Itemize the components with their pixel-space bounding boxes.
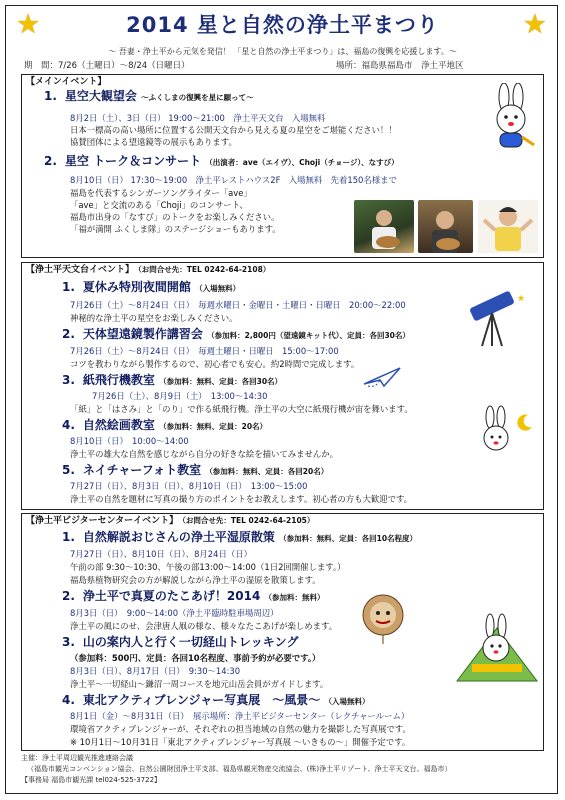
event-title: 2. 星空 トーク＆コンサート （出演者：ave（エイヴ）、Choji（チョージ）、なすび） [44,154,399,168]
event-line: 協賛団体による望遠鏡等の展示もあります。 [70,137,237,147]
star-right-icon: ★ [522,9,547,40]
paper-plane-icon [362,366,402,388]
event-line: 福島市出身の「なすび」のトークをお楽しみください。 [70,212,280,222]
observatory-section [21,262,544,510]
event-title: 4. 東北アクティブレンジャー写真展 ～風景～ （入場無料） [62,693,370,707]
event-line: 午前の部 9:30～10:30、午後の部13:00～14:00（1日2回開催します。） [70,562,346,572]
event-line: 7月26日（土）、8月9日（土） 13:00～14:30 [92,391,268,401]
event-line: 7月27日（日）、8月10日（日）、8月24日（日） [70,549,252,559]
footer-members: （福島市観光コンベンション協会、自然公園財団浄土平支部、福島県観光物産交流協会、(株)浄土平リゾート、浄土平天文台、福島市） [27,765,452,773]
event-title: 5. ネイチャーフォト教室 （参加料：無料、定員：各回20名） [62,463,329,477]
event-line: 「福が満開 ふくしま隊」のステージショーもあります。 [70,224,281,234]
event-line: 8月3日（日） 9:00～14:00（浄土平臨時駐車場周辺） [70,608,279,618]
event-title: 4. 自然絵画教室 （参加料：無料、定員：20名） [62,418,268,432]
event-line: 7月26日（土）～8月24日（日） 毎週土曜日・日曜日 15:00～17:00 [70,346,339,356]
event-line: 8月10日（日） 17:30～19:00 浄土平レストハウス2F 入場無料 先着150名様まで [70,175,397,185]
event-venue: 場所：福島県福島市 浄土平地区 [336,61,464,71]
event-line: 浄土平の自然を題材に写真の撮り方のポイントをお教えします。初心者の方も大歓迎です。 [70,494,413,504]
event-line: コツを教わりながら製作するので、初心者でも安心。約2時間で完成します。 [70,359,360,369]
photo-nasubi [478,200,538,253]
section-heading: 【浄土平ビジターセンターイベント】 （お問合せ先：TEL 0242-64-2105） [26,516,315,526]
event-title: 3. 紙飛行機教室 （参加料：無料、定員：各回30名） [62,373,283,387]
main-event-section [21,74,544,258]
footer-office: 【事務局 福島市観光課 tel024-525-3722】 [21,776,162,784]
svg-text:★: ★ [517,294,526,304]
subtitle: ～ 吾妻・浄土平から元気を発信！ 「星と自然の浄土平まつり」は、福島の復興を応援します。～ [108,47,457,56]
event-line: 浄土平の雄大な自然を感じながら自分の好きな絵を描いてみませんか。 [70,449,338,459]
mountain-rabbit-icon [452,606,542,686]
event-line: 福島を代表するシンガーソングライター「ave」 [70,188,252,198]
event-line: 浄土平～一切経山～鎌沼一周コースを地元山岳会員がガイドします。 [70,679,329,689]
event-line: 8月1日（金）～8月31日（日） 展示場所：浄土平ビジターセンター（レクチャールーム） [70,711,410,721]
section-heading: 【浄土平天文台イベント】 （お問合せ先：TEL 0242-64-2108） [26,265,271,275]
event-line: 浄土平の風にのせ、会津唐人凧の様な、様々なたこあげが楽しめます。 [70,621,338,631]
photo-ave [354,200,414,253]
event-line: 8月2日（土）、3日（日） 19:00～21:00 浄土平天文台 入場無料 [70,113,326,123]
event-line: 「紙」と「はさみ」と「のり」で作る紙飛行機。浄土平の大空に紙飛行機が宙を舞います。 [70,404,413,414]
telescope-icon [462,291,532,351]
visitor-center-section [21,513,544,751]
flyer-page [5,5,558,794]
event-title: 3. 山の案内人と行く一切経山トレッキング [62,635,299,649]
section-heading: 【メインイベント】 [26,77,107,87]
rabbit-mascot-icon [482,83,542,153]
event-line: ※ 10月1日～10月31日「東北アクティブレンジャー写真展 ～いきもの～」開催予定です。 [70,737,411,747]
event-line: 環境省アクティブレンジャーが、それぞれの担当地域の自然の魅力を撮影した写真展です。 [70,724,411,734]
event-line: 7月26日（土）～8月24日（日） 毎週水曜日・金曜日・土曜日・日曜日 20:00～22:00 [70,300,406,310]
event-line: 「ave」と交流のある「Choji」のコンサート、 [70,200,248,210]
rabbit-moon-icon [470,405,540,465]
event-line: 福島県植物研究会の方が解説しながら浄土平の湿原を散策します。 [70,575,321,585]
footer-organizer: 主催：浄土平周辺観光推進連絡会議 [21,754,133,762]
star-left-icon: ★ [16,9,41,40]
event-title: 1. 自然解説おじさんの浄土平湿原散策 （参加料：無料、定員：各回10名程度） [62,530,418,544]
event-line: 神秘的な浄土平の星空をお楽しみください。 [70,313,238,323]
photo-choji [418,200,473,253]
event-title: 2. 天体望遠鏡製作講習会 （参加料：2,800円（望遠鏡キット代）、定員：各回30名） [62,327,410,341]
event-line: 8月10日（日） 10:00～14:00 [70,436,189,446]
event-line: （参加料：500円、定員：各回10名程度、事前予約が必要です。） [70,653,321,663]
event-title: 1. 夏休み特別夜間開館 （入場無料） [62,280,241,294]
kite-photo [352,589,414,644]
page-title: 2014 星と自然の浄土平まつり [126,13,439,37]
event-line: 日本一標高の高い場所に位置する公開天文台から見える夏の星空をご堪能ください！！ [70,125,397,135]
event-line: 7月27日（日）、8月3日（日）、8月10日（日） 13:00～15:00 [70,481,308,491]
event-line: 8月3日（日）、8月17日（日） 9:30～14:30 [70,666,241,676]
event-title: 1. 星空大観望会 ～ふくしまの復興を星に願って～ [44,89,254,103]
event-title: 2. 浄土平で真夏のたこあげ！2014 （参加料：無料） [62,589,325,603]
event-period: 期 間：7/26（土曜日）～8/24（日曜日） [24,61,190,71]
